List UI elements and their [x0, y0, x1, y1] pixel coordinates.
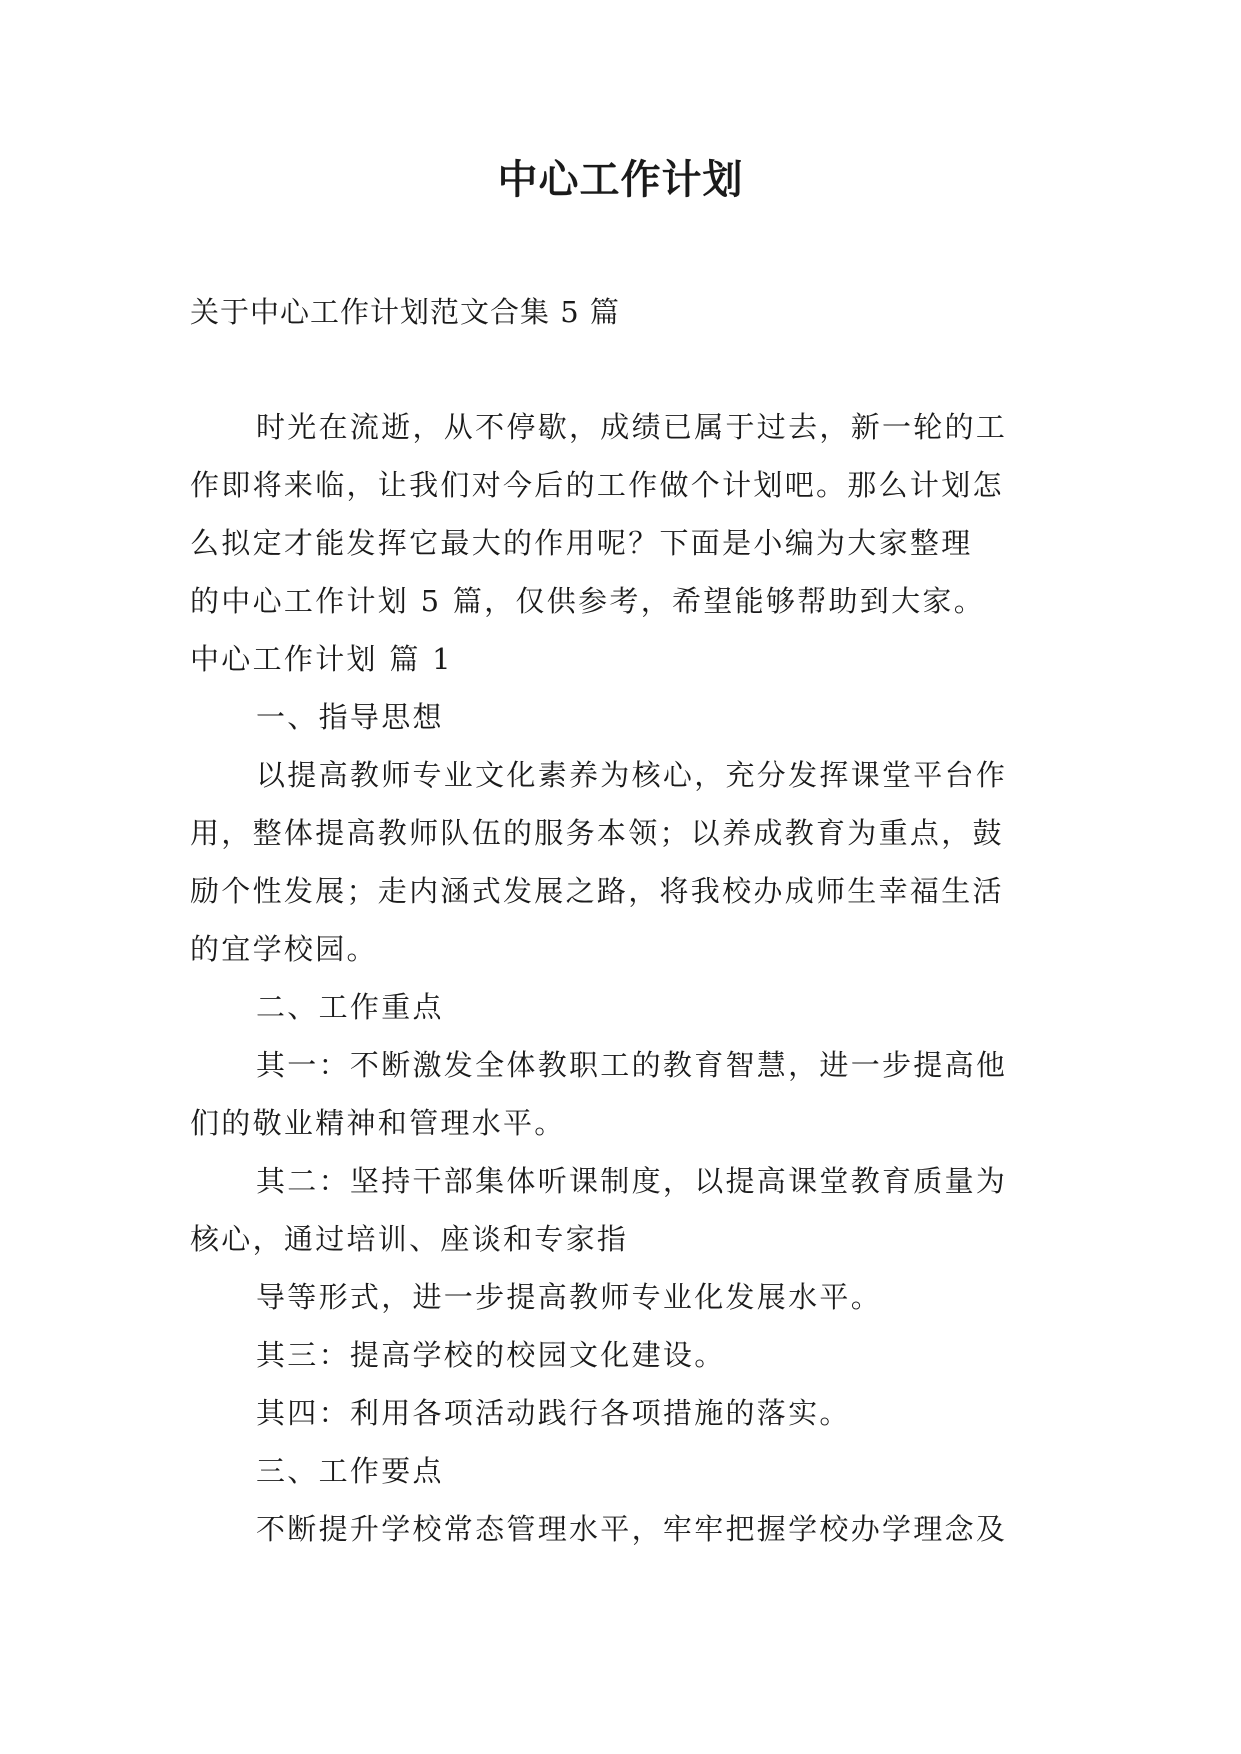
body-line: 核心，通过培训、座谈和专家指: [190, 1222, 629, 1256]
body-line: 其二：坚持干部集体听课制度，以提高课堂教育质量为: [256, 1164, 1008, 1198]
document-subtitle: 关于中心工作计划范文合集 5 篇: [190, 295, 620, 329]
body-line: 其一：不断激发全体教职工的教育智慧，进一步提高他: [256, 1048, 1008, 1082]
section-subheading: 一、指导思想: [256, 700, 444, 734]
body-line: 们的敬业精神和管理水平。: [190, 1106, 566, 1140]
body-line: 的宜学校园。: [190, 932, 378, 966]
body-line: 的中心工作计划 5 篇，仅供参考，希望能够帮助到大家。: [190, 584, 985, 618]
body-line: 用，整体提高教师队伍的服务本领；以养成教育为重点，鼓: [190, 816, 1004, 850]
section-subheading: 三、工作要点: [256, 1454, 444, 1488]
body-line: 作即将来临，让我们对今后的工作做个计划吧。那么计划怎: [190, 468, 1004, 502]
section-subheading: 二、工作重点: [256, 990, 444, 1024]
body-line: 励个性发展；走内涵式发展之路，将我校办成师生幸福生活: [190, 874, 1004, 908]
body-line: 以提高教师专业文化素养为核心，充分发挥课堂平台作: [256, 758, 1008, 792]
body-line: 么拟定才能发挥它最大的作用呢？下面是小编为大家整理: [190, 526, 973, 560]
document-title: 中心工作计划: [497, 157, 744, 203]
body-line: 其四：利用各项活动践行各项措施的落实。: [256, 1396, 851, 1430]
body-line: 其三：提高学校的校园文化建设。: [256, 1338, 726, 1372]
body-line: 不断提升学校常态管理水平，牢牢把握学校办学理念及: [256, 1512, 1008, 1546]
section-heading: 中心工作计划 篇 1: [190, 642, 453, 676]
body-line: 时光在流逝，从不停歇，成绩已属于过去，新一轮的工: [256, 410, 1008, 444]
body-line: 导等形式，进一步提高教师专业化发展水平。: [256, 1280, 883, 1314]
